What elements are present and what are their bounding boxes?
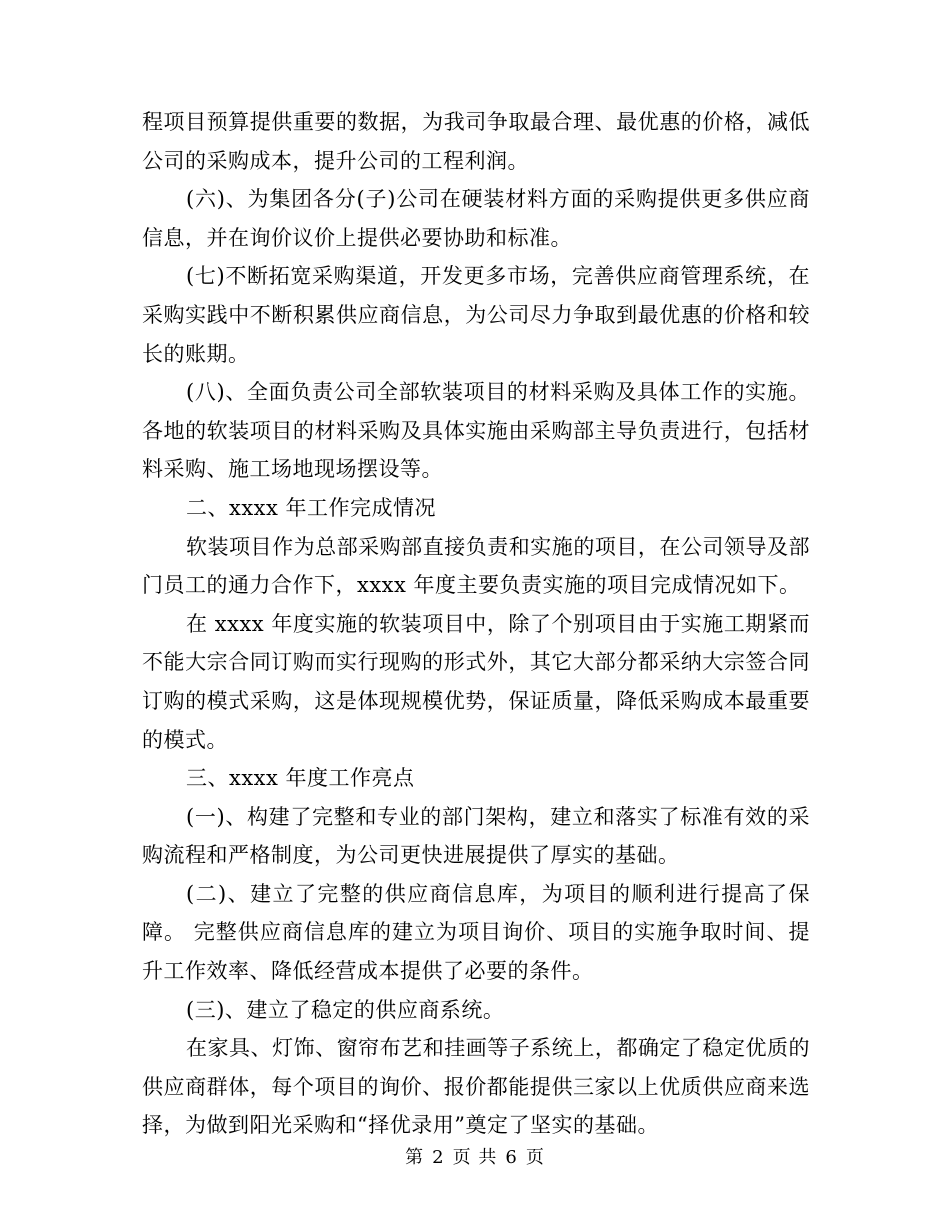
paragraph-9: (一)、构建了完整和专业的部门架构，建立和落实了标准有效的采购流程和严格制度，为公司更快进展提供了厚实的基础。 xyxy=(142,804,810,868)
footer-suffix: 页 xyxy=(525,1147,545,1168)
paragraph-6: 软装项目作为总部采购部直接负责和实施的项目，在公司领导及部门员工的通力合作下，xxxx 年度主要负责实施的项目完成情况如下。 xyxy=(142,534,810,598)
footer-page-number: 2 xyxy=(432,1147,445,1168)
paragraph-10: (二)、建立了完整的供应商信息库，为项目的顺利进行提高了保障。 完整供应商信息库的建立为项目询价、项目的实施争取时间、提升工作效率、降低经营成本提供了必要的条件。 xyxy=(142,881,810,984)
document-body xyxy=(142,103,810,1145)
paragraph-7: 在 xxxx 年度实施的软装项目中，除了个别项目由于实施工期紧而不能大宗合同订购而实行现购的形式外，其它大部分都采纳大宗签合同订购的模式采购，这是体现规模优势，保证质量，降低采购成本最重要的模式。 xyxy=(142,611,810,752)
footer-total-pages: 6 xyxy=(505,1147,518,1168)
section-heading-2: 二、xxxx 年工作完成情况 xyxy=(186,495,437,520)
footer-middle: 页 共 xyxy=(452,1147,498,1168)
paragraph-1: 程项目预算提供重要的数据，为我司争取最合理、最优惠的价格，减低公司的采购成本，提升公司的工程利润。 xyxy=(142,110,810,173)
page-footer xyxy=(0,1143,950,1169)
paragraph-11: (三)、建立了稳定的供应商系统。 xyxy=(186,997,505,1022)
paragraph-3: (七)不断拓宽采购渠道，开发更多市场，完善供应商管理系统，在采购实践中不断积累供应商信息，为公司尽力争取到最优惠的价格和较长的账期。 xyxy=(142,264,810,366)
footer-prefix: 第 xyxy=(405,1147,425,1168)
paragraph-2: (六)、为集团各分(子)公司在硬装材料方面的采购提供更多供应商信息，并在询价议价上提供必要协助和标准。 xyxy=(142,187,810,250)
paragraph-4: (八)、全面负责公司全部软装项目的材料采购及具体工作的实施。各地的软装项目的材料采购及具体实施由采购部主导负责进行，包括材料采购、施工场地现场摆设等。 xyxy=(142,380,810,482)
paragraph-12: 在家具、灯饰、窗帘布艺和挂画等子系统上，都确定了稳定优质的供应商群体，每个项目的询价、报价都能提供三家以上优质供应商来选择，为做到阳光采购和“择优录用”奠定了坚实的基础。 xyxy=(142,1036,810,1138)
section-heading-3: 三、xxxx 年度工作亮点 xyxy=(186,766,415,791)
